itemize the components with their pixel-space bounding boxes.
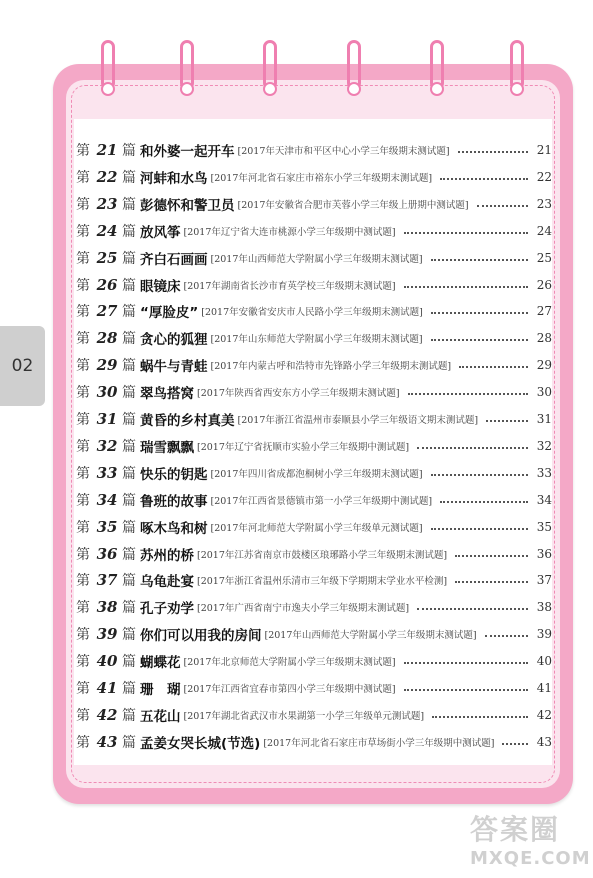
- entry-index: [76, 382, 140, 402]
- entry-suffix: 篇: [122, 223, 136, 240]
- entry-source: [2017年浙江省温州市泰顺县小学三年级语文期末测试题]: [237, 415, 479, 426]
- toc-entry[interactable]: [76, 137, 556, 163]
- dot-leader: [404, 662, 528, 664]
- toc-entry[interactable]: [76, 218, 556, 244]
- entry-prefix: 第: [76, 331, 90, 348]
- entry-number: 23: [96, 194, 118, 213]
- entry-source: [2017年河北省石家庄市裕东小学三年级期末测试题]: [210, 172, 433, 184]
- entry-number: 39: [96, 625, 118, 644]
- toc-entry[interactable]: [76, 460, 556, 486]
- entry-title: 蝴蝶花: [140, 655, 181, 672]
- entry-number: 38: [96, 598, 118, 617]
- toc-entry[interactable]: [76, 191, 556, 217]
- entry-index: [76, 678, 140, 698]
- entry-source: [2017年江西省景德镇市第一小学三年级期中测试题]: [210, 495, 433, 507]
- entry-prefix: 第: [76, 546, 90, 563]
- entry-title: 眼镜床: [140, 278, 181, 295]
- entry-suffix: 篇: [122, 250, 136, 267]
- entry-index: [76, 597, 140, 617]
- entry-number: 42: [96, 705, 118, 724]
- toc-entry[interactable]: [76, 514, 556, 540]
- dot-leader: [417, 447, 528, 449]
- entry-title: 河蚌和水鸟: [140, 170, 208, 187]
- entry-suffix: 篇: [122, 438, 136, 455]
- entry-source: [2017年河北师范大学附属小学三年级单元测试题]: [210, 522, 423, 534]
- entry-index: [76, 409, 140, 429]
- entry-title: 和外婆一起开车: [140, 144, 235, 160]
- entry-page-number: 33: [536, 465, 552, 480]
- dot-leader: [502, 743, 528, 745]
- entry-suffix: 篇: [122, 600, 136, 617]
- entry-page-number: 38: [536, 600, 552, 615]
- watermark-logo-text: 答案圈: [470, 813, 561, 846]
- entry-index: [76, 732, 140, 752]
- entry-title: 啄木鸟和树: [140, 520, 208, 537]
- entry-suffix: 篇: [122, 196, 136, 213]
- entry-prefix: 第: [76, 304, 90, 321]
- entry-page-number: 34: [536, 492, 552, 507]
- entry-index: [76, 248, 140, 268]
- entry-index: [76, 355, 140, 375]
- entry-number: 31: [96, 410, 118, 428]
- dot-leader: [404, 232, 528, 234]
- entry-title: 瑞雪飘飘: [140, 439, 194, 456]
- toc-entry[interactable]: [76, 245, 556, 271]
- binder-ring-icon: [510, 40, 524, 90]
- dot-leader: [455, 581, 528, 583]
- entry-index: [76, 651, 140, 671]
- entry-page-number: 31: [536, 412, 552, 426]
- binder-ring-icon: [180, 40, 194, 90]
- entry-title: 孟姜女哭长城(节选): [140, 735, 261, 752]
- binder-ring-icon: [430, 40, 444, 90]
- entry-number: 32: [96, 436, 118, 455]
- entry-suffix: 篇: [122, 519, 136, 536]
- entry-source: [2017年北京师范大学附属小学三年级期末测试题]: [183, 657, 396, 669]
- entry-number: 33: [96, 463, 118, 482]
- entry-number: 29: [96, 356, 118, 375]
- entry-number: 30: [96, 383, 118, 402]
- entry-suffix: 篇: [122, 627, 136, 644]
- entry-prefix: 第: [76, 573, 90, 590]
- dot-leader: [440, 178, 528, 180]
- entry-number: 35: [96, 517, 118, 536]
- entry-page-number: 26: [536, 277, 552, 292]
- entry-page-number: 37: [536, 573, 552, 588]
- entry-prefix: 第: [76, 250, 90, 267]
- toc-entry[interactable]: [76, 379, 556, 405]
- toc-entry[interactable]: [76, 406, 556, 432]
- entry-index: [76, 301, 140, 321]
- toc-entry[interactable]: [76, 675, 556, 701]
- entry-number: 24: [96, 221, 118, 240]
- entry-source: [2017年安徽省合肥市芙蓉小学三年级上册期中测试题]: [237, 199, 469, 211]
- entry-number: 25: [96, 248, 118, 267]
- entry-source: [2017年浙江省温州乐清市三年级下学期期末学业水平检测]: [197, 576, 448, 588]
- dot-leader: [431, 474, 528, 476]
- entry-prefix: 第: [76, 358, 90, 375]
- entry-suffix: 篇: [122, 573, 136, 590]
- entry-number: 37: [96, 571, 118, 590]
- entry-source: [2017年内蒙古呼和浩特市先锋路小学三年级期末测试题]: [210, 361, 452, 373]
- entry-suffix: 篇: [122, 546, 136, 563]
- entry-source: [2017年辽宁省抚顺市实验小学三年级期中测试题]: [197, 441, 410, 453]
- entry-suffix: 篇: [122, 654, 136, 671]
- entry-title: 快乐的钥匙: [140, 466, 208, 483]
- entry-title: 黄昏的乡村真美: [140, 413, 235, 429]
- toc-entry[interactable]: [76, 164, 556, 190]
- binder-ring-icon: [101, 40, 115, 90]
- entry-page-number: 43: [536, 734, 552, 749]
- entry-index: [76, 275, 140, 295]
- entry-page-number: 41: [536, 681, 552, 695]
- dot-leader: [459, 366, 528, 368]
- entry-source: [2017年陕西省西安东方小学三年级期末测试题]: [197, 388, 400, 400]
- entry-index: [76, 517, 140, 537]
- entry-prefix: 第: [76, 143, 90, 159]
- entry-prefix: 第: [76, 519, 90, 536]
- entry-suffix: 篇: [122, 169, 136, 186]
- entry-prefix: 第: [76, 627, 90, 644]
- toc-entry[interactable]: [76, 487, 556, 513]
- entry-prefix: 第: [76, 412, 90, 428]
- section-tab: [0, 326, 45, 406]
- entry-index: [76, 194, 140, 214]
- entry-source: [2017年湖南省长沙市育英学校三年级期末测试题]: [183, 280, 396, 292]
- entry-suffix: 篇: [122, 707, 136, 724]
- entry-number: 43: [96, 732, 118, 751]
- dot-leader: [408, 393, 528, 395]
- binder-ring-icon: [347, 40, 361, 90]
- entry-source: [2017年山西师范大学附属小学三年级期末测试题]: [264, 630, 477, 642]
- dot-leader: [458, 151, 528, 153]
- entry-index: [76, 570, 140, 590]
- entry-number: 41: [96, 679, 118, 697]
- watermark-url: MXQE.COM: [470, 848, 591, 869]
- entry-page-number: 36: [536, 546, 552, 561]
- entry-number: 22: [96, 167, 118, 186]
- entry-page-number: 28: [536, 331, 552, 346]
- entry-index: [76, 328, 140, 348]
- entry-source: [2017年辽宁省大连市桃源小学三年级期中测试题]: [183, 226, 396, 238]
- entry-suffix: 篇: [122, 492, 136, 509]
- entry-title: 齐白石画画: [140, 251, 208, 268]
- entry-prefix: 第: [76, 681, 90, 697]
- entry-source: [2017年江西省宜春市第四小学三年级期中测试题]: [183, 684, 396, 695]
- entry-title: 翠鸟搭窝: [140, 386, 194, 403]
- entry-prefix: 第: [76, 492, 90, 509]
- entry-source: [2017年江苏省南京市鼓楼区琅琊路小学三年级期末测试题]: [197, 549, 448, 561]
- entry-source: [2017年天津市和平区中心小学三年级期末测试题]: [237, 146, 450, 157]
- dot-leader: [417, 608, 528, 610]
- dot-leader: [477, 205, 528, 207]
- toc-entry[interactable]: [76, 272, 556, 298]
- entry-source: [2017年河北省石家庄市草场街小学三年级期中测试题]: [263, 737, 495, 749]
- entry-prefix: 第: [76, 223, 90, 240]
- entry-title: 放风筝: [140, 224, 181, 241]
- entry-suffix: 篇: [122, 465, 136, 482]
- entry-title: 珊 瑚: [140, 682, 181, 698]
- entry-index: [76, 167, 140, 187]
- toc-entry[interactable]: [76, 433, 556, 459]
- section-tab-label: 02: [11, 356, 34, 376]
- entry-suffix: 篇: [122, 412, 136, 428]
- dot-leader: [431, 339, 528, 341]
- entry-index: [76, 436, 140, 456]
- entry-suffix: 篇: [122, 734, 136, 751]
- entry-page-number: 35: [536, 519, 552, 534]
- entry-index: [76, 463, 140, 483]
- entry-page-number: 21: [536, 143, 552, 157]
- entry-title: 彭德怀和警卫员: [140, 197, 235, 214]
- entry-index: [76, 140, 140, 160]
- entry-source: [2017年安徽省安庆市人民路小学三年级期末测试题]: [201, 307, 423, 319]
- entry-number: 40: [96, 652, 118, 671]
- entry-index: [76, 544, 140, 564]
- entry-suffix: 篇: [122, 385, 136, 402]
- entry-suffix: 篇: [122, 304, 136, 321]
- entry-title: 苏州的桥: [140, 547, 194, 564]
- entry-title: 贪心的狐狸: [140, 332, 208, 349]
- entry-number: 27: [96, 302, 118, 321]
- entry-prefix: 第: [76, 196, 90, 213]
- entry-number: 28: [96, 329, 118, 348]
- toc-entry[interactable]: [76, 352, 556, 378]
- dot-leader: [486, 420, 528, 422]
- entry-prefix: 第: [76, 707, 90, 724]
- entry-number: 21: [96, 141, 118, 159]
- entry-page-number: 40: [536, 654, 552, 669]
- entry-page-number: 25: [536, 250, 552, 265]
- entry-number: 26: [96, 275, 118, 294]
- entry-prefix: 第: [76, 438, 90, 455]
- entry-page-number: 42: [536, 707, 552, 722]
- entry-title: 你们可以用我的房间: [140, 628, 262, 645]
- entry-title: 乌龟赴宴: [140, 574, 194, 591]
- dot-leader: [431, 528, 528, 530]
- entry-title: 五花山: [140, 708, 181, 725]
- watermark: [470, 808, 590, 874]
- entry-prefix: 第: [76, 169, 90, 186]
- entry-prefix: 第: [76, 600, 90, 617]
- entry-title: 蜗牛与青蛙: [140, 359, 208, 376]
- dot-leader: [431, 259, 528, 261]
- entry-page-number: 23: [536, 196, 552, 211]
- entry-source: [2017年湖北省武汉市水果湖第一小学三年级单元测试题]: [183, 710, 425, 722]
- entry-number: 36: [96, 544, 118, 563]
- entry-suffix: 篇: [122, 331, 136, 348]
- entry-prefix: 第: [76, 654, 90, 671]
- entry-source: [2017年山东师范大学附属小学三年级期末测试题]: [210, 334, 423, 346]
- entry-page-number: 27: [536, 304, 552, 319]
- entry-page-number: 29: [536, 358, 552, 373]
- entry-source: [2017年山西师范大学附属小学三年级期末测试题]: [210, 253, 423, 265]
- entry-index: [76, 221, 140, 241]
- toc-entry[interactable]: [76, 621, 556, 647]
- toc-entry[interactable]: [76, 648, 556, 674]
- toc-entry[interactable]: [76, 567, 556, 593]
- dot-leader: [432, 716, 528, 718]
- dot-leader: [485, 635, 528, 637]
- entry-number: 34: [96, 490, 118, 509]
- entry-suffix: 篇: [122, 358, 136, 375]
- toc-entry[interactable]: [76, 541, 556, 567]
- entry-prefix: 第: [76, 465, 90, 482]
- entry-page-number: 22: [536, 169, 552, 184]
- dot-leader: [440, 501, 528, 503]
- toc-entry[interactable]: [76, 729, 556, 755]
- entry-suffix: 篇: [122, 681, 136, 697]
- entry-title: 孔子劝学: [140, 601, 194, 618]
- entry-source: [2017年四川省成都泡桐树小学三年级期末测试题]: [210, 468, 423, 480]
- toc-entry[interactable]: [76, 594, 556, 620]
- entry-title: 鲁班的故事: [140, 493, 208, 510]
- entry-prefix: 第: [76, 385, 90, 402]
- dot-leader: [404, 286, 528, 288]
- entry-suffix: 篇: [122, 277, 136, 294]
- toc-entry[interactable]: [76, 325, 556, 351]
- entry-page-number: 30: [536, 385, 552, 400]
- toc-entry[interactable]: [76, 702, 556, 728]
- entry-suffix: 篇: [122, 143, 136, 159]
- entry-index: [76, 705, 140, 725]
- dot-leader: [431, 312, 528, 314]
- entry-page-number: 39: [536, 627, 552, 642]
- toc-entry[interactable]: [76, 298, 556, 324]
- entry-page-number: 24: [536, 223, 552, 238]
- binder-ring-icon: [263, 40, 277, 90]
- entry-source: [2017年广西省南宁市逸夫小学三年级期末测试题]: [197, 603, 410, 615]
- dot-leader: [404, 689, 528, 691]
- entry-prefix: 第: [76, 277, 90, 294]
- entry-title: “厚脸皮”: [140, 305, 199, 322]
- dot-leader: [455, 555, 528, 557]
- entry-prefix: 第: [76, 734, 90, 751]
- entry-index: [76, 624, 140, 644]
- entry-index: [76, 490, 140, 510]
- entry-page-number: 32: [536, 438, 552, 453]
